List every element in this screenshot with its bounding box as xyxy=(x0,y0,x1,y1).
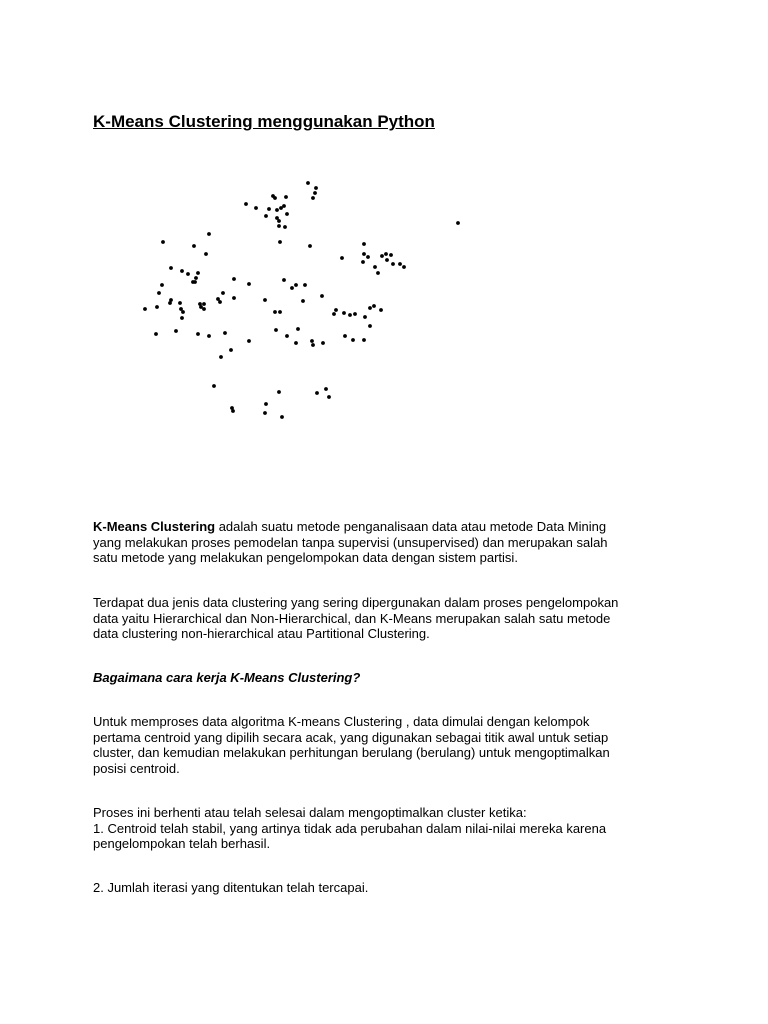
scatter-point xyxy=(178,301,182,305)
scatter-point xyxy=(366,255,370,259)
scatter-point xyxy=(303,283,307,287)
scatter-point xyxy=(278,240,282,244)
scatter-point xyxy=(267,207,271,211)
paragraph-line: posisi centroid. xyxy=(93,760,180,776)
scatter-point xyxy=(294,341,298,345)
scatter-point xyxy=(244,202,248,206)
scatter-point xyxy=(186,272,190,276)
scatter-point xyxy=(348,313,352,317)
scatter-point xyxy=(143,307,147,311)
paragraph-line: pengelompokan telah berhasil. xyxy=(93,836,271,851)
scatter-point xyxy=(301,299,305,303)
scatter-point xyxy=(361,260,365,264)
scatter-point xyxy=(169,298,173,302)
scatter-point xyxy=(263,411,267,415)
scatter-point xyxy=(353,312,357,316)
paragraph-how-it-works xyxy=(93,714,693,776)
paragraph-line: cluster, dan kemudian melakukan perhitungan berulang (berulang) untuk mengoptimalkan xyxy=(93,745,610,760)
scatter-point xyxy=(263,298,267,302)
scatter-point xyxy=(368,324,372,328)
scatter-point xyxy=(204,252,208,256)
scatter-point xyxy=(194,276,198,280)
scatter-point xyxy=(285,334,289,338)
scatter-point xyxy=(334,308,338,312)
scatter-point xyxy=(174,329,178,333)
scatter-point xyxy=(363,315,367,319)
scatter-point xyxy=(385,258,389,262)
scatter-point xyxy=(180,269,184,273)
scatter-point xyxy=(157,291,161,295)
scatter-point xyxy=(324,387,328,391)
scatter-point xyxy=(277,224,281,228)
scatter-point xyxy=(264,214,268,218)
scatter-point xyxy=(198,302,202,306)
scatter-point xyxy=(192,244,196,248)
scatter-point xyxy=(282,204,286,208)
scatter-point xyxy=(306,181,310,185)
scatter-point xyxy=(389,253,393,257)
scatter-point xyxy=(456,221,460,225)
scatter-point xyxy=(229,348,233,352)
section-subheading: Bagaimana cara kerja K-Means Clustering? xyxy=(93,670,361,685)
scatter-point xyxy=(311,196,315,200)
kmeans-scatter-plot xyxy=(130,170,480,430)
scatter-point xyxy=(340,256,344,260)
scatter-point xyxy=(280,415,284,419)
scatter-point xyxy=(402,265,406,269)
scatter-point xyxy=(283,225,287,229)
scatter-point xyxy=(294,283,298,287)
paragraph-kmeans-definition xyxy=(93,519,693,566)
paragraph-text: adalah suatu metode penganalisaan data atau metode Data Mining xyxy=(215,519,607,534)
scatter-point xyxy=(247,282,251,286)
paragraph-clustering-types xyxy=(93,595,693,642)
paragraph-line: Terdapat dua jenis data clustering yang sering dipergunakan dalam proses pengelompokan xyxy=(93,595,619,610)
scatter-point xyxy=(362,252,366,256)
scatter-point xyxy=(202,302,206,306)
scatter-point xyxy=(196,271,200,275)
bold-term: K-Means Clustering xyxy=(93,519,216,534)
scatter-point xyxy=(155,305,159,309)
scatter-point xyxy=(254,206,258,210)
paragraph-line: Proses ini berhenti atau telah selesai dalam mengoptimalkan cluster ketika: xyxy=(93,805,527,820)
scatter-point xyxy=(296,327,300,331)
scatter-point xyxy=(368,306,372,310)
scatter-point xyxy=(219,355,223,359)
scatter-point xyxy=(343,334,347,338)
paragraph-line: satu metode yang melakukan pengelompokan data dengan sistem partisi. xyxy=(93,550,518,565)
scatter-point xyxy=(207,334,211,338)
scatter-point xyxy=(327,395,331,399)
scatter-point xyxy=(384,252,388,256)
scatter-point xyxy=(247,339,251,343)
scatter-point xyxy=(212,384,216,388)
scatter-point xyxy=(193,280,197,284)
scatter-point xyxy=(277,390,281,394)
paragraph-line: data yaitu Hierarchical dan Non-Hierarchical, dan K-Means merupakan salah satu metode xyxy=(93,610,611,626)
paragraph-line xyxy=(93,519,693,535)
scatter-point xyxy=(196,332,200,336)
scatter-point xyxy=(221,291,225,295)
scatter-point xyxy=(277,219,281,223)
paragraph-stop-conditions xyxy=(93,805,693,852)
document-title: K-Means Clustering menggunakan Python xyxy=(93,112,435,131)
scatter-point xyxy=(320,294,324,298)
paragraph-line: 1. Centroid telah stabil, yang artinya tidak ada perubahan dalam nilai-nilai mereka karena xyxy=(93,820,607,836)
scatter-point xyxy=(202,307,206,311)
scatter-point xyxy=(161,240,165,244)
scatter-point xyxy=(207,232,211,236)
scatter-point xyxy=(321,341,325,345)
scatter-point xyxy=(169,266,173,270)
scatter-point xyxy=(264,402,268,406)
paragraph-iteration-limit: 2. Jumlah iterasi yang ditentukan telah tercapai. xyxy=(93,880,369,895)
scatter-point xyxy=(232,296,236,300)
scatter-point xyxy=(379,308,383,312)
paragraph-line: data clustering non-hierarchical atau Partitional Clustering. xyxy=(93,626,430,641)
scatter-point xyxy=(308,244,312,248)
scatter-point xyxy=(230,406,234,410)
scatter-point xyxy=(290,286,294,290)
scatter-point xyxy=(278,310,282,314)
scatter-point xyxy=(373,265,377,269)
scatter-point xyxy=(380,254,384,258)
scatter-point xyxy=(391,262,395,266)
scatter-point xyxy=(275,208,279,212)
scatter-point xyxy=(362,242,366,246)
scatter-point xyxy=(284,195,288,199)
scatter-point xyxy=(285,212,289,216)
scatter-point xyxy=(311,343,315,347)
paragraph-line: pertama centroid yang dipilih secara acak, yang digunakan sebagai titik awal untuk setiap xyxy=(93,729,609,745)
scatter-point xyxy=(372,304,376,308)
scatter-point xyxy=(313,191,317,195)
scatter-point xyxy=(154,332,158,336)
scatter-point xyxy=(310,339,314,343)
scatter-point xyxy=(376,271,380,275)
scatter-point xyxy=(181,310,185,314)
scatter-point xyxy=(398,262,402,266)
scatter-point xyxy=(180,316,184,320)
scatter-point xyxy=(314,186,318,190)
paragraph-line: yang melakukan proses pemodelan tanpa supervisi (unsupervised) dan merupakan salah xyxy=(93,534,608,550)
scatter-point xyxy=(282,278,286,282)
scatter-point xyxy=(273,310,277,314)
scatter-point xyxy=(315,391,319,395)
scatter-point xyxy=(362,338,366,342)
scatter-point xyxy=(332,312,336,316)
scatter-point xyxy=(232,277,236,281)
scatter-point xyxy=(223,331,227,335)
scatter-point xyxy=(273,196,277,200)
scatter-point xyxy=(160,283,164,287)
scatter-point xyxy=(351,338,355,342)
scatter-point xyxy=(218,300,222,304)
scatter-point xyxy=(274,328,278,332)
scatter-point xyxy=(342,311,346,315)
paragraph-line: Untuk memproses data algoritma K-means Clustering , data dimulai dengan kelompok xyxy=(93,714,590,729)
